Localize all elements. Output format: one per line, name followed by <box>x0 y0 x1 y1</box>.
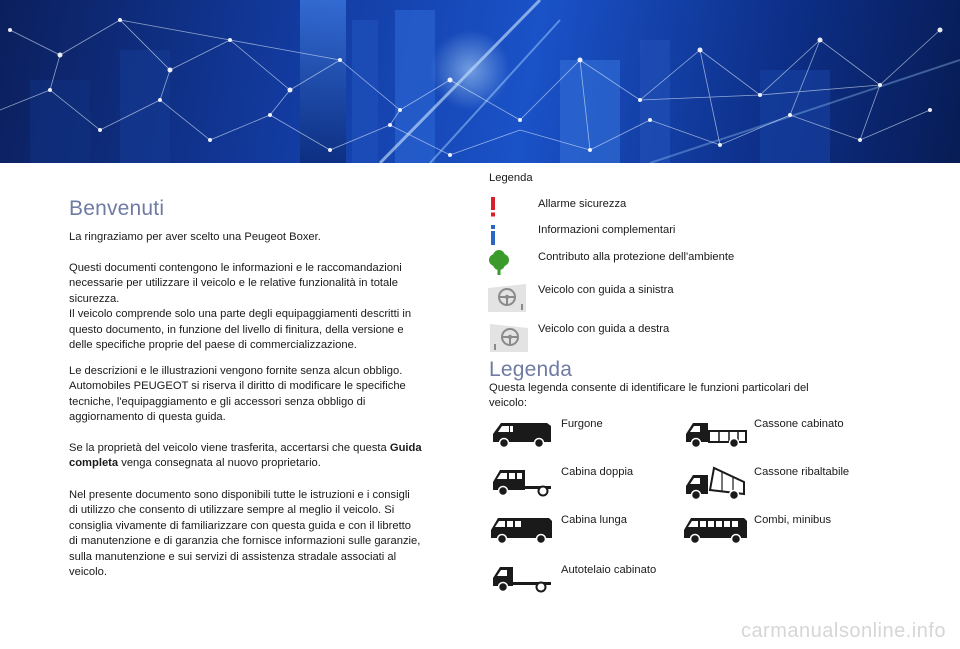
legend-label-environment: Contributo alla protezione dell'ambiente <box>538 251 735 263</box>
legend-small-title: Legenda <box>489 172 533 184</box>
text-line: veicolo. <box>69 566 107 579</box>
text-normal: venga consegnata al nuovo proprietario. <box>118 457 321 470</box>
legend-label-safety: Allarme sicurezza <box>538 198 627 210</box>
descriptions-paragraph <box>69 364 406 426</box>
text-line: sicurezza. <box>69 292 120 305</box>
text-line: di manutenzione e di garanzia che fornisce informazioni sulle garanzie, <box>69 535 421 548</box>
long-van-icon <box>489 514 553 546</box>
network-city-illustration <box>0 0 960 163</box>
text-line: consiglia vivamente di familiarizzare con questa guida e con il libretto <box>69 519 412 532</box>
crew-cab-icon <box>489 466 553 498</box>
minibus-icon <box>682 514 748 546</box>
vehicle-label-crew-cab: Cabina doppia <box>561 466 634 478</box>
vehicle-label-minibus: Combi, minibus <box>754 514 832 526</box>
welcome-title: Benvenuti <box>69 197 165 220</box>
text-line <box>69 456 422 471</box>
text-line: aggiornamento di questa guida. <box>69 411 226 424</box>
chassis-cab-icon <box>489 562 553 594</box>
text-line: di utilizzo che consento di utilizzare sempre al meglio il veicolo. Si <box>69 504 395 517</box>
text-line: Il veicolo comprende solo una parte degli equipaggiamenti descritti in <box>69 308 412 321</box>
legend-label-left-drive: Veicolo con guida a sinistra <box>538 284 674 296</box>
documents-paragraph <box>69 261 411 353</box>
usage-paragraph <box>69 488 420 580</box>
exclamation-icon <box>486 196 500 218</box>
text-bold: Guida <box>389 442 422 454</box>
legend-label-info: Informazioni complementari <box>538 224 676 236</box>
text-line: delle specifiche proprie del paese di commercializzazione. <box>69 339 357 352</box>
right-hand-drive-icon <box>486 322 530 354</box>
text-line: Le descrizioni e le illustrazioni vengono fornite senza alcun obbligo. <box>69 365 403 377</box>
vehicle-label-chassis-cab: Autotelaio cabinato <box>561 564 657 576</box>
left-hand-drive-icon <box>486 282 530 314</box>
vehicle-label-tipper: Cassone ribaltabile <box>754 466 850 478</box>
vehicle-label-dropside: Cassone cabinato <box>754 418 844 430</box>
watermark: carmanualsonline.info <box>740 620 946 642</box>
text-line: Questi documenti contengono le informazioni e le raccomandazioni <box>69 262 402 274</box>
text-line <box>69 441 422 456</box>
text-line: tecniche, l'equipaggiamento e gli accessori senza obbligo di <box>69 395 366 408</box>
text-line: sulla manutenzione e sui servizi di assistenza stradale associati al <box>69 550 397 563</box>
text-line: veicolo: <box>489 397 527 410</box>
text-line: Questa legenda consente di identificare le funzioni particolari del <box>489 382 809 394</box>
text-line: questo documento, in funzione del livello di finitura, della versione e <box>69 323 404 336</box>
info-icon <box>486 224 500 246</box>
vehicle-label-long-van: Cabina lunga <box>561 514 627 526</box>
legend-description <box>489 381 809 412</box>
tipper-truck-icon <box>682 466 748 502</box>
van-icon <box>489 418 553 450</box>
legend-label-right-drive: Veicolo con guida a destra <box>538 323 670 335</box>
dropside-truck-icon <box>682 418 748 450</box>
text-line: Nel presente documento sono disponibili tutte le istruzioni e i consigli <box>69 489 410 501</box>
hero-banner <box>0 0 960 163</box>
legend-title: Legenda <box>489 358 573 381</box>
tree-icon <box>486 250 512 276</box>
vehicle-label-van: Furgone <box>561 418 603 430</box>
ownership-paragraph <box>69 441 422 472</box>
intro-paragraph: La ringraziamo per aver scelto una Peugeot Boxer. <box>69 231 321 243</box>
text-normal: Se la proprietà del veicolo viene trasferita, accertarsi che questa <box>69 442 390 454</box>
text-line: Automobiles PEUGEOT si riserva il diritto di modificare le specifiche <box>69 380 406 393</box>
text-line: necessarie per utilizzare il veicolo e le relative funzionalità in totale <box>69 277 398 290</box>
text-bold: completa <box>69 457 119 470</box>
